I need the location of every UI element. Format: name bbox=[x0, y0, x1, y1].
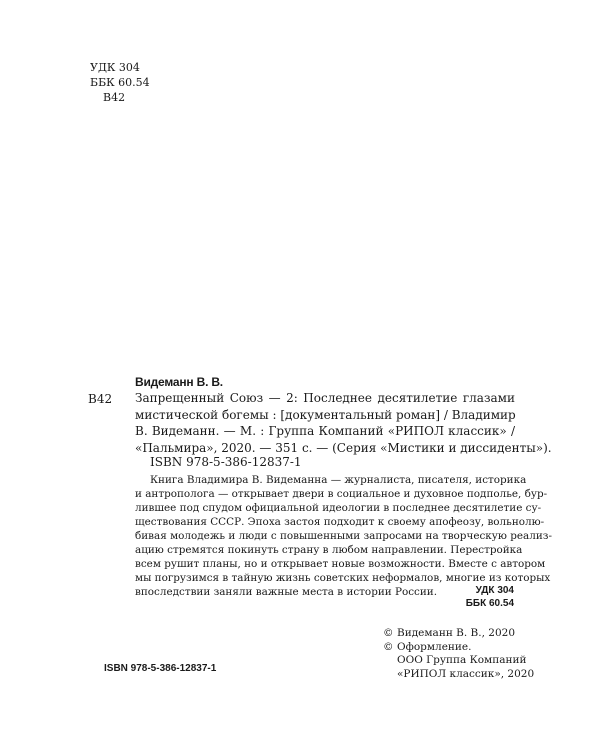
annotation-line: мы погрузимся в тайную жизнь советских неформалов, многие из которых bbox=[135, 572, 551, 584]
copyright-design-row bbox=[383, 641, 534, 655]
classification-block-bottom bbox=[466, 584, 514, 610]
annotation-line: ществования СССР. Эпоха застоя подходит к своему апофеозу, вольнолю- bbox=[135, 516, 545, 528]
annotation-line: всем рушит планы, но и открывает новые возможности. Вместе с автором bbox=[135, 558, 546, 570]
classification-block-top bbox=[90, 60, 150, 105]
bbk-code: ББК 60.54 bbox=[90, 76, 150, 89]
udk-code-bottom: УДК 304 bbox=[475, 585, 514, 596]
description-line: В. Видеманн. — М. : Группа Компаний «РИПОЛ классик» / bbox=[135, 424, 515, 438]
copyright-author: Видеманн В. В., 2020 bbox=[397, 627, 515, 639]
bibliographic-description bbox=[135, 390, 552, 456]
annotation-line: и антрополога — открывает двери в социальное и духовное подполье, бур- bbox=[135, 488, 548, 500]
author-heading: Видеманн В. В. bbox=[135, 375, 223, 389]
description-line: Запрещенный Союз — 2: Последнее десятилетие глазами bbox=[135, 391, 515, 405]
isbn: ISBN 978-5-386-12837-1 bbox=[150, 455, 302, 469]
copyright-publisher-1: ООО Группа Компаний bbox=[397, 654, 527, 666]
copyright-design: Оформление. bbox=[397, 640, 472, 653]
annotation-line: Книга Владимира В. Видеманна — журналиста, писателя, историка bbox=[150, 474, 527, 486]
annotation-line: впоследствии заняли важные места в истории России. bbox=[135, 586, 438, 598]
bbk-code-bottom: ББК 60.54 bbox=[465, 598, 514, 609]
annotation-line: лившее под спудом официальной идеологии в последнее десятилетие су- bbox=[135, 502, 542, 514]
copyright-symbol: © bbox=[383, 627, 394, 639]
copyright-publisher-2: «РИПОЛ классик», 2020 bbox=[397, 667, 535, 680]
copyright-block bbox=[383, 627, 534, 681]
author-sign-margin: В42 bbox=[88, 392, 113, 406]
copyright-author-row bbox=[383, 627, 534, 641]
annotation-line: бивая молодежь и люди с повышенными запросами на творческую реализ- bbox=[135, 530, 552, 542]
author-sign: В42 bbox=[103, 91, 126, 104]
isbn-bottom: ISBN 978-5-386-12837-1 bbox=[104, 663, 217, 674]
copyright-symbol: © bbox=[383, 640, 394, 653]
annotation-line: ацию стремятся покинуть страну в любом направлении. Перестройка bbox=[135, 544, 523, 556]
udk-code: УДК 304 bbox=[90, 61, 140, 74]
description-line: «Пальмира», 2020. — 351 с. — (Серия «Мистики и диссиденты»). bbox=[135, 440, 552, 455]
description-line: мистической богемы : [документальный роман] / Владимир bbox=[135, 407, 516, 422]
annotation bbox=[135, 473, 552, 599]
